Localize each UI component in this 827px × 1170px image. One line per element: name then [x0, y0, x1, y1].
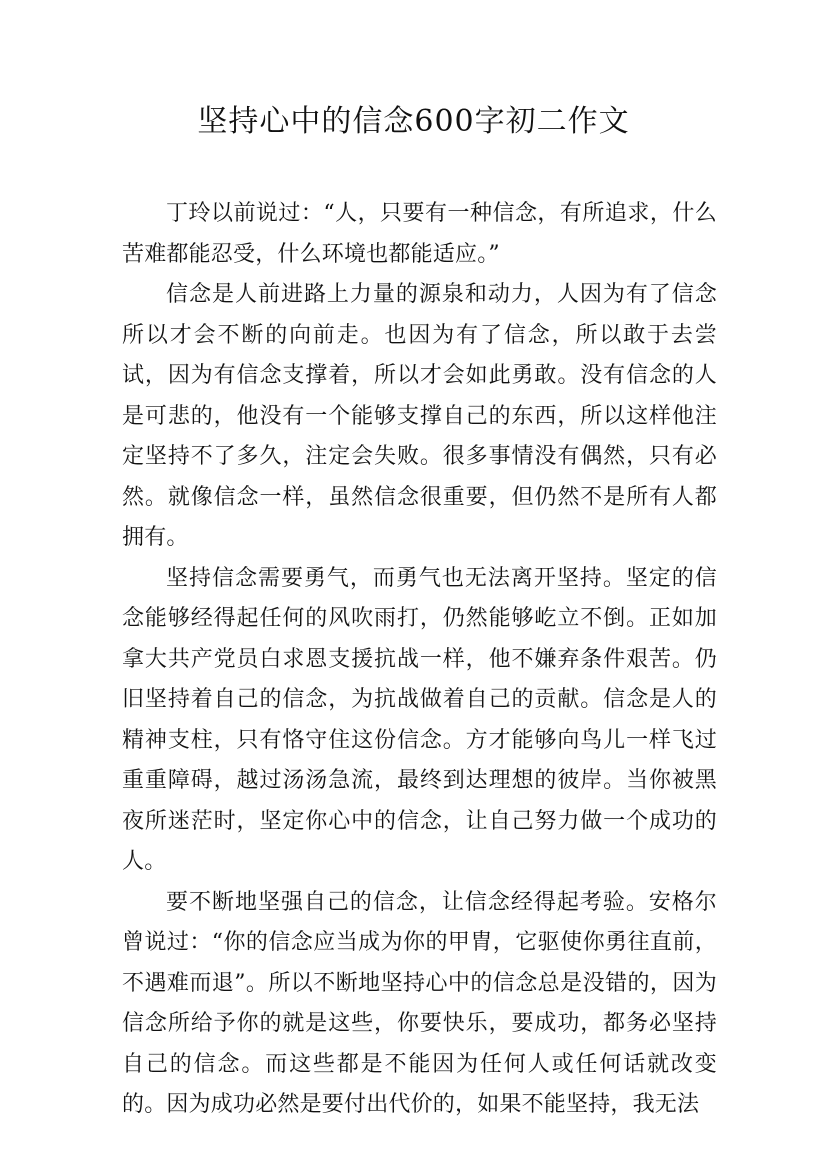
document-title: 坚持心中的信念600字初二作文 — [197, 104, 630, 139]
document-body — [122, 194, 717, 1126]
paragraph: 要不断地坚强自己的信念，让信念经得起考验。安格尔曾说过：“你的信念应当成为你的甲胄，它驱使你勇往直前，不遇难而退”。所以不断地坚持心中的信念总是没错的，因为信念所给予你的就是这些，你要快乐，要成功，都务必坚持自己的信念。而这些都是不能因为任何人或任何话就改变的。因为成功必然是要付出代价的，如果不能坚持，我无法 — [122, 889, 717, 1117]
paragraph: 信念是人前进路上力量的源泉和动力，人因为有了信念所以才会不断的向前走。也因为有了信念，所以敢于去尝试，因为有信念支撑着，所以才会如此勇敢。没有信念的人是可悲的，他没有一个能够支撑自己的东西，所以这样他注定坚持不了多久，注定会失败。很多事情没有偶然，只有必然。就像信念一样，虽然信念很重要，但仍然不是所有人都拥有。 — [122, 282, 717, 550]
paragraph: 坚持信念需要勇气，而勇气也无法离开坚持。坚定的信念能够经得起任何的风吹雨打，仍然能够屹立不倒。正如加拿大共产党员白求恩支援抗战一样，他不嫌弃条件艰苦。仍旧坚持着自己的信念，为抗战做着自己的贡献。信念是人的精神支柱，只有恪守住这份信念。方才能够向鸟儿一样飞过重重障碍，越过汤汤急流，最终到达理想的彼岸。当你被黑夜所迷茫时，坚定你心中的信念，让自己努力做一个成功的人。 — [122, 565, 717, 874]
paragraph: 丁玲以前说过：“人，只要有一种信念，有所追求，什么苦难都能忍受，什么环境也都能适应。” — [122, 201, 717, 267]
